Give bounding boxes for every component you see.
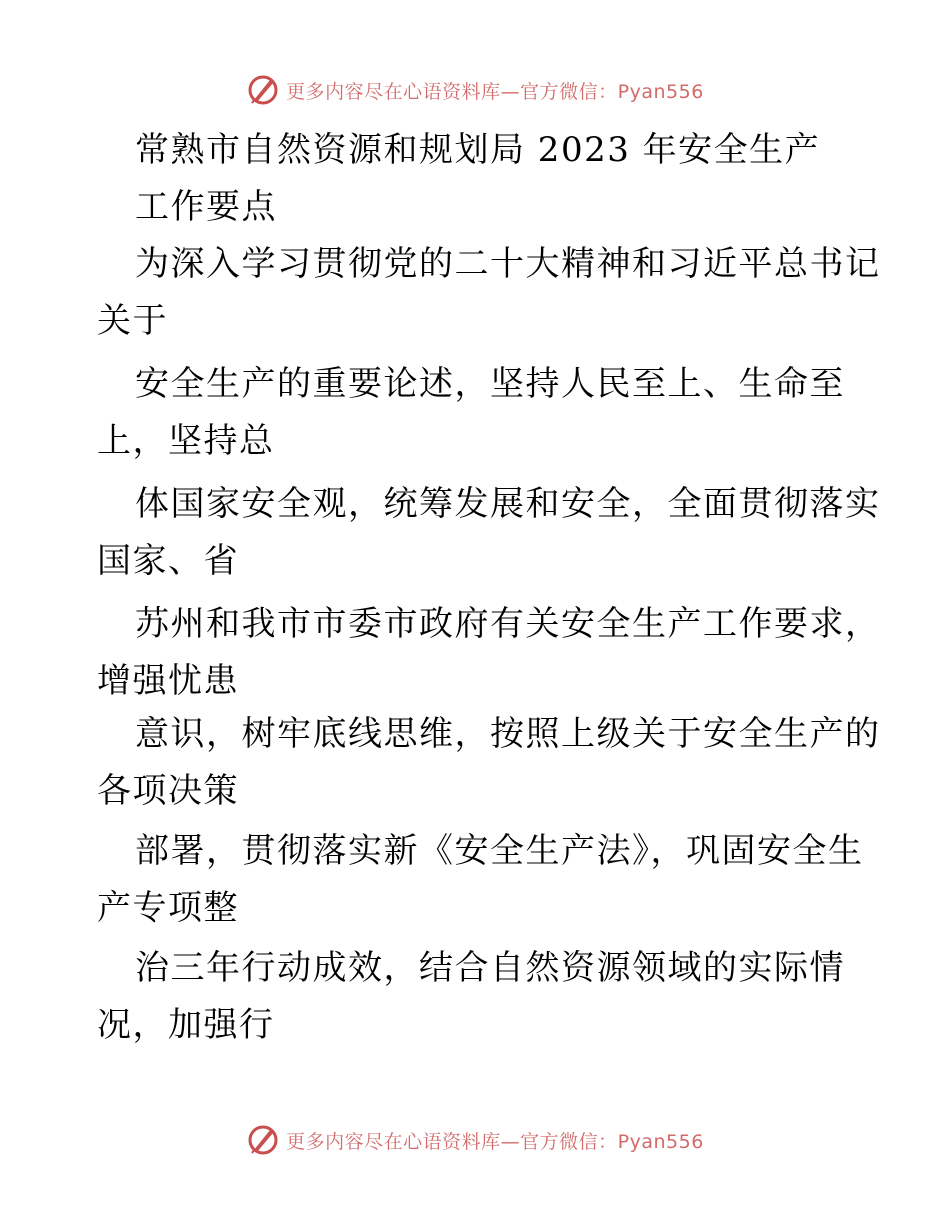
footer-watermark (0, 1120, 950, 1160)
header-watermark (0, 70, 950, 110)
doc-line: 部署，贯彻落实新《安全生产法》，巩固安全生 (135, 831, 864, 871)
doc-line: 苏州和我市市委市政府有关安全生产工作要求， (135, 604, 881, 644)
doc-line: 治三年行动成效，结合自然资源领域的实际情 (135, 948, 845, 988)
doc-line: 关于 (97, 301, 168, 341)
doc-line-title-1: 常熟市自然资源和规划局 2023 年安全生产 (135, 130, 821, 170)
doc-line: 为深入学习贯彻党的二十大精神和习近平总书记 (135, 244, 881, 284)
doc-line: 各项决策 (97, 771, 239, 811)
doc-line: 国家、省 (97, 541, 239, 581)
quill-logo-icon (246, 73, 280, 107)
doc-line: 产专项整 (97, 888, 239, 928)
watermark-text: 更多内容尽在心语资料库—官方微信：Pyan556 (286, 1130, 704, 1153)
doc-line-title-2: 工作要点 (135, 187, 277, 227)
doc-line: 增强忧患 (97, 661, 239, 701)
doc-line: 体国家安全观，统筹发展和安全，全面贯彻落实 (135, 484, 881, 524)
doc-line: 上，坚持总 (97, 421, 275, 461)
doc-line: 安全生产的重要论述，坚持人民至上、生命至 (135, 364, 845, 404)
watermark-text: 更多内容尽在心语资料库—官方微信：Pyan556 (286, 80, 704, 103)
doc-line: 意识，树牢底线思维，按照上级关于安全生产的 (135, 714, 881, 754)
doc-line: 况，加强行 (97, 1005, 275, 1045)
quill-logo-icon (246, 1123, 280, 1157)
